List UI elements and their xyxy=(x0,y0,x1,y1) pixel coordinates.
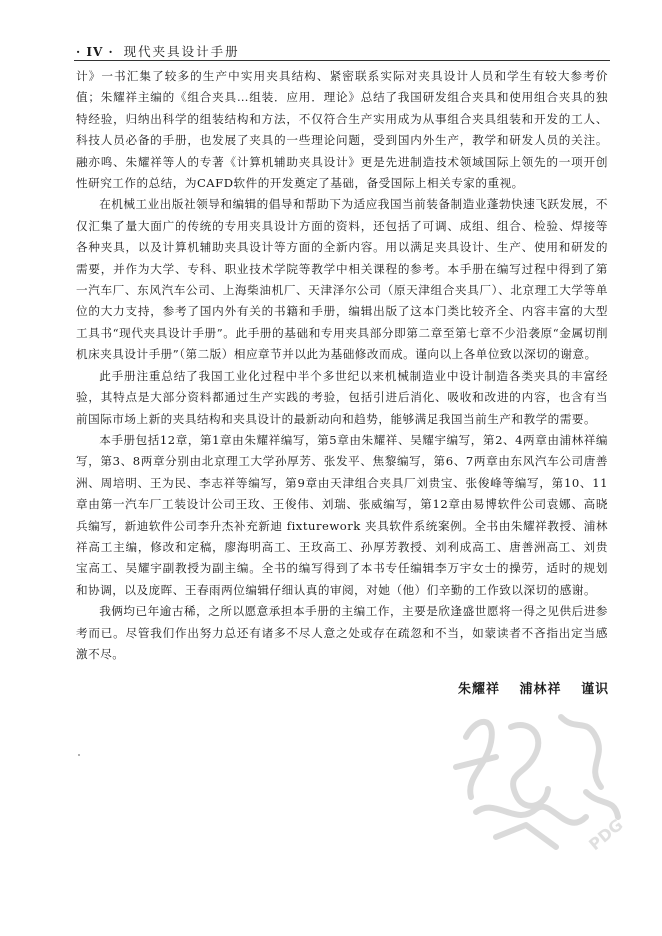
seal-label: PDG xyxy=(585,815,627,855)
scan-speck xyxy=(78,754,80,756)
seal-stroke xyxy=(496,825,556,847)
seal-stroke xyxy=(511,725,548,806)
page-number: · IV · xyxy=(76,45,114,59)
author-signature xyxy=(458,678,623,697)
paragraph: 本手册包括12章，第1章由朱耀祥编写，第5章由朱耀祥、吴耀宇编写，第2、4两章由浦林祥编写，第3、8两章分别由北京理工大学孙厚芳、张发平、焦黎编写，第6、7两章由东风汽车公司唐善洲、周培明、王为民、李志祥等编写，第9章由天津组合夹具厂刘贵宝、张俊峰等编写，第10、11章由第一汽车厂工装设计公司王玫、王俊伟、刘瑞、张威编写，第12章由易博软件公司袁娜、高晓兵编写，新迪软件公司李升杰补充新迪 fixturework 夹具软件系统案例。全书由朱耀祥教授、浦林祥高工主编，修改和定稿，廖海明高工、王玫高工、孙厚芳教授、刘利成高工、唐善洲高工、刘贵宝高工、吴耀宇副教授为副主编。全书的编写得到了本书专任编辑李万宇女士的操劳，适时的规划和协调，以及庞晖、王春雨两位编辑仔细认真的审阅，对她（他）们辛勤的工作致以深切的感谢。 xyxy=(76,432,608,597)
paragraph: 此手册注重总结了我国工业化过程中半个多世纪以来机械制造业中设计制造各类夹具的丰富经验，其特点是大部分资料都通过生产实践的考验，包括引进后消化、吸收和改进的内容，也含有当前国际市场上新的夹具结构和夹具设计的最新动向和趋势，能够满足我国当前生产和教学的需要。 xyxy=(76,368,608,426)
seal-stroke xyxy=(586,792,618,817)
seal-stroke xyxy=(456,757,496,767)
watermark-seal xyxy=(436,697,632,859)
seal-stroke xyxy=(561,717,601,787)
book-title: 现代夹具设计手册 xyxy=(123,44,240,59)
preface-body xyxy=(76,66,608,665)
paragraph: 我俩均已年逾古稀，之所以愿意承担本手册的主编工作，主要是欣逢盛世愿将一得之见供后进参考而已。尽管我们作出努力总还有诸多不尽人意之处或存在疏忽和不当，如蒙读者不吝指出定当感激不尽。 xyxy=(76,604,608,661)
seal-stroke xyxy=(476,807,586,823)
paragraph: 在机械工业出版社领导和编辑的倡导和帮助下为适应我国当前装备制造业蓬勃快速飞跃发展，不仅汇集了量大面广的传统的专用夹具设计方面的资料，还包括了可调、成组、组合、检验、焊接等各种夹具，以及计算机辅助夹具设计等方面的全新内容。用以满足夹具设计、生产、使用和研发的需要，并作为大学、专科、职业技术学院等教学中相关课程的参考。本手册在编写过程中得到了第一汽车厂、东风汽车公司、上海柴油机厂、天津泽尔公司（原天津组合夹具厂）、北京理工大学等单位的大力支持，参考了国内外有关的书籍和手册，编辑出版了这本门类比较齐全、内容丰富的大型工具书“现代夹具设计手册”。此手册的基础和专用夹具部分即第二章至第七章不少沿袭原“金属切削机床夹具设计手册”（第二版）相应章节并以此为基础修改而成。谨向以上各单位致以深切的谢意。 xyxy=(76,197,608,362)
header-divider xyxy=(74,60,610,61)
page-header xyxy=(76,42,240,60)
paragraph: 计》一书汇集了较多的生产中实用夹具结构、紧密联系实际对夹具设计人员和学生有较大参考价值；朱耀祥主编的《组合夹具…组装．应用．理论》总结了我国研发组合夹具和使用组合夹具的独特经验，归纳出科学的组装结构和方法，不仅符合生产实用成为从事组合夹具组装和开发的工人、科技人员必备的手册，也发展了夹具的一些理论问题，受到国内外生产，教学和研发人员的关注。融亦鸣、朱耀祥等人的专著《计算机辅助夹具设计》更是先进制造技术领域国际上领先的一项开创性研究工作的总结，为CAFD软件的开发奠定了基础，备受国际上相关专家的重视。 xyxy=(76,69,608,191)
author-name: 浦林祥 xyxy=(519,682,562,697)
signature-closing: 谨识 xyxy=(581,682,610,697)
author-name: 朱耀祥 xyxy=(458,682,501,697)
